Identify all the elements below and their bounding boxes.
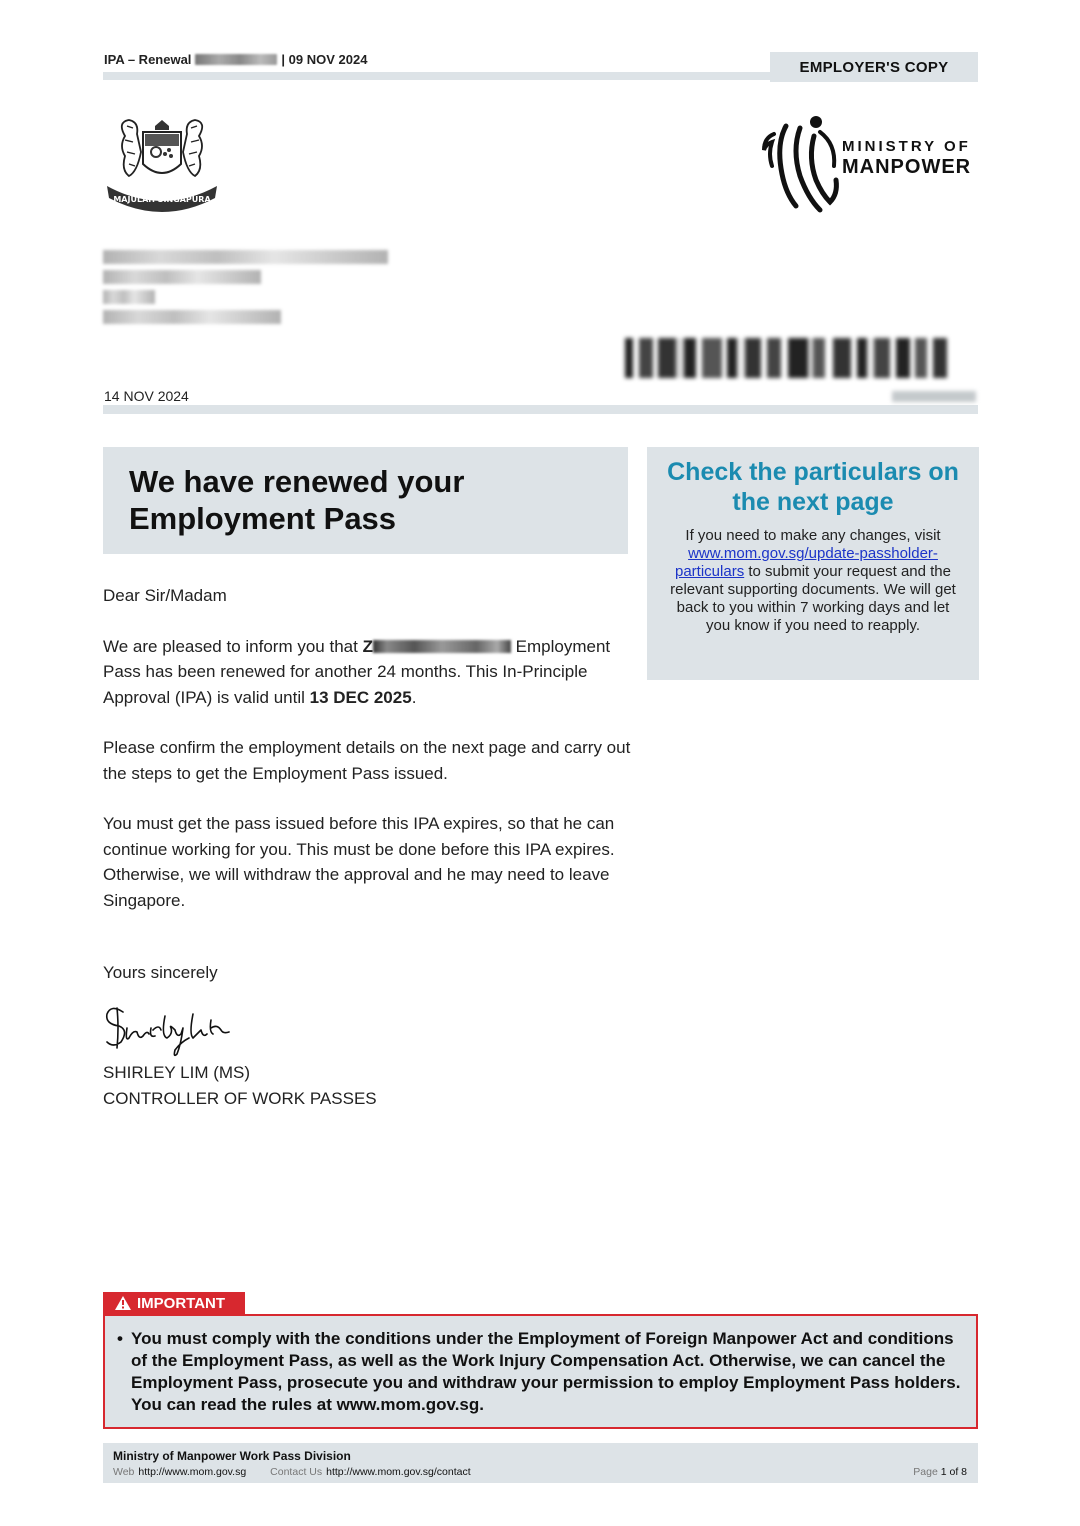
- singapore-crest-icon: [103, 112, 221, 212]
- title-panel: [103, 447, 628, 554]
- signatory-name: SHIRLEY LIM (MS): [103, 1063, 251, 1082]
- ipa-date: | 09 NOV 2024: [281, 52, 368, 67]
- redacted-address: [103, 250, 388, 330]
- signature: [103, 998, 238, 1060]
- greeting: Dear Sir/Madam: [103, 586, 227, 605]
- redacted-ref-number: [892, 391, 976, 402]
- redacted-reference: [195, 54, 277, 65]
- warning-icon: [115, 1296, 131, 1310]
- footer: [103, 1443, 978, 1483]
- letter-date: 14 NOV 2024: [104, 388, 189, 404]
- update-particulars-link[interactable]: www.mom.gov.sg/update-passholder-particulars: [675, 545, 938, 580]
- ipa-label: IPA – Renewal: [104, 52, 192, 67]
- mid-rule: [103, 405, 978, 414]
- copy-label: EMPLOYER'S COPY: [770, 52, 978, 82]
- logo-line1: MINISTRY OF: [842, 138, 971, 155]
- closing: Yours sincerely: [103, 963, 218, 982]
- page-title: We have renewed your Employment Pass: [129, 464, 465, 536]
- letter-body: [103, 583, 633, 938]
- signatory-title: CONTROLLER OF WORK PASSES: [103, 1088, 377, 1108]
- redacted-name: [373, 640, 511, 653]
- important-bullet: • You must comply with the conditions under the Employment of Foreign Manpower Act and conditions of the Employment Pass, as well as the Work Injury Compensation Act. Otherwise, we can cancel the Employment Pass, prosecute you and withdraw your permission to employ Employment Pass holders. You can read the rules at www.mom.gov.sg.: [117, 1329, 961, 1414]
- page-number: Page 1 of 8: [913, 1466, 967, 1478]
- logo-line2: MANPOWER: [842, 156, 972, 178]
- redacted-barcode: [625, 338, 978, 378]
- paragraph-approval: We are pleased to inform you that Z Employment Pass has been renewed for another 24 months. This In-Principle Approval (IPA) is valid until 13 DEC 2025.: [103, 636, 611, 707]
- particulars-heading: Check the particulars on the next page: [667, 458, 959, 516]
- footer-org: Ministry of Manpower Work Pass Division: [113, 1449, 351, 1463]
- particulars-text: If you need to make any changes, visit www.mom.gov.sg/update-passholder-particulars to submit your request and the relevant supporting documents. We will get back to you within 7 working days and let you know if you need to reapply.: [670, 527, 956, 634]
- footer-web-link[interactable]: http://www.mom.gov.sg: [138, 1466, 247, 1478]
- crest-motto: MAJULAH SINGAPURA: [113, 195, 211, 204]
- ipa-reference: [104, 52, 367, 67]
- paragraph-confirm: Please confirm the employment details on the next page and carry out the steps to get the Employment Pass issued.: [103, 738, 631, 783]
- important-notice: [103, 1314, 978, 1429]
- footer-links: Web http://www.mom.gov.sg Contact Us http://www.mom.gov.sg/contact: [113, 1466, 471, 1478]
- important-label: IMPORTANT: [103, 1292, 245, 1314]
- footer-contact-link[interactable]: http://www.mom.gov.sg/contact: [326, 1466, 471, 1478]
- paragraph-deadline: You must get the pass issued before this IPA expires, so that he can continue working for you. This must be done before this IPA expires. Otherwise, we will withdraw the approval and he may need to leave Singapore.: [103, 814, 615, 910]
- particulars-panel: [647, 447, 979, 680]
- signatory: [103, 1060, 377, 1111]
